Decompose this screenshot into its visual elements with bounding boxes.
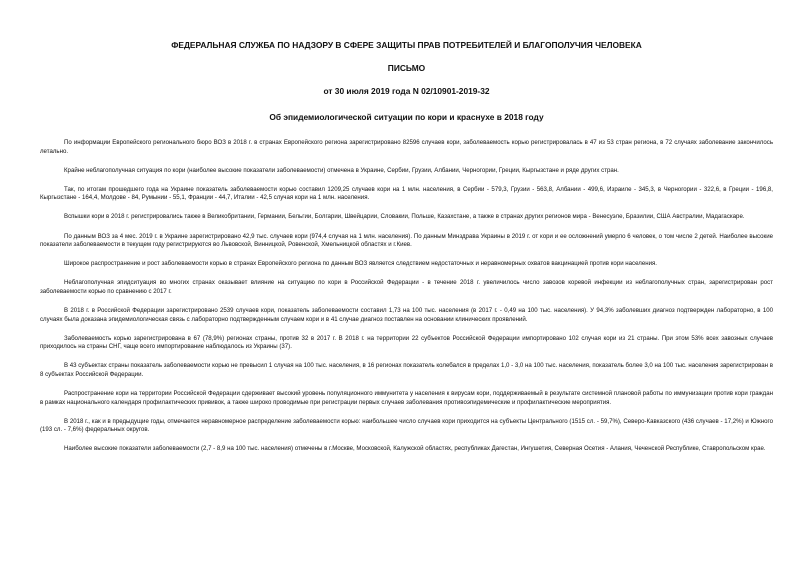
paragraph: Наиболее высокие показатели заболеваемости (2,7 - 8,9 на 100 тыс. населения) отмечены в г.Москве, Московской, Калужской областях, республиках Дагестан, Ингушетия, Северная Осетия - Алания, Чеченской Республике, Ставропольском крае. <box>64 445 766 453</box>
paragraph: Распространение кори на территории Российской Федерации сдерживает высокий уровень популяционного иммунитета у населения к вирусам кори, поддерживаемый в результате системной плановой работы по иммунизации против кори граждан в рамках национального календаря профилактических прививок, а также широко проводимые при регистрации первых случаев заболевания противоэпидемические и профилактические мероприятия. <box>40 390 773 406</box>
document-type: ПИСЬМО <box>387 63 426 73</box>
document-body <box>40 139 773 454</box>
paragraph: Неблагополучная эпидситуация во многих странах оказывает влияние на ситуацию по кори в Российской Федерации - в течение 2018 г. увеличилось число завозов коревой инфекции из неблагополучных стран, зарегистрирован рост заболеваемости корью по сравнению с 2017 г. <box>40 279 773 295</box>
document-date-number: от 30 июля 2019 года N 02/10901-2019-32 <box>323 86 490 96</box>
paragraph: В 2018 г., как и в предыдущие годы, отмечается неравномерное распределение заболеваемости корью: наибольшее число случаев кори приходится на субъекты Центрального (1515 сл. - 59,7%), Северо-Кавказского (436 случаев - 17,2%) и Южного (193 сл. - 7,6%) федеральных округов. <box>40 417 773 434</box>
paragraph: По информации Европейского регионального бюро ВОЗ в 2018 г. в странах Европейского региона зарегистрировано 82596 случаев кори, заболеваемость корью регистрировалась в 47 из 53 стран региона, в 72 случаях заболевание закончилось летально. <box>40 139 773 155</box>
paragraph: Вспышки кори в 2018 г. регистрировались также в Великобритании, Германии, Бельгии, Болгарии, Швейцарии, Словакии, Польше, Казахстане, а также в странах других регионов мира - Венесуэле, Бразилии, США Австралии, Мадагаскаре. <box>64 213 745 221</box>
paragraph: Крайне неблагополучная ситуация по кори (наиболее высокие показатели заболеваемости) отмечена в Украине, Сербии, Грузии, Албании, Черногории, Греции, Кыргызстане и ряде других стран. <box>64 166 619 174</box>
paragraph: Широкое распространение и рост заболеваемости корью в странах Европейского региона по данным ВОЗ является следствием недостаточных и неравномерных охватов вакцинацией против кори населения. <box>64 260 658 268</box>
paragraph: В 2018 г. в Российской Федерации зарегистрировано 2539 случаев кори, показатель заболеваемости составил 1,73 на 100 тыс. населения (в 2017 г. - 0,49 на 100 тыс. населения). У 94,3% заболевших диагноз подтвержден лабораторно, в 100 случаях была доказана эпидемиологическая связь с лабораторно подтвержденным случаем кори и в 41 случае диагноз поставлен на основании клинических проявлений. <box>40 307 773 323</box>
paragraph: Так, по итогам прошедшего года на Украине показатель заболеваемости корью составил 1209,25 случаев кори на 1 млн. населения, в Сербии - 579,3, Грузии - 563,8, Албании - 499,6, Израиле - 345,3, в Черногории - 322,6, в Греции - 196,8, Кыргызстане - 164,4, Молдове - 84, Румынии - 55,1, Франции - 44,7, Италии - 42,5 случая кори на 1 млн. населения. <box>40 185 773 202</box>
paragraph: В 43 субъектах страны показатель заболеваемости корью не превысил 1 случая на 100 тыс. населения, в 16 регионах показатель колебался в пределах 1,0 - 3,0 на 100 тыс. населения, показатель более 3,0 на 100 тыс. населения зарегистрирован в 8 субъектах Российской Федерации. <box>40 362 773 378</box>
issuing-organization: ФЕДЕРАЛЬНАЯ СЛУЖБА ПО НАДЗОРУ В СФЕРЕ ЗАЩИТЫ ПРАВ ПОТРЕБИТЕЛЕЙ И БЛАГОПОЛУЧИЯ ЧЕЛОВЕКА <box>171 40 642 50</box>
document-subject: Об эпидемиологической ситуации по кори и краснухе в 2018 году <box>269 112 544 122</box>
paragraph: Заболеваемость корью зарегистрирована в 67 (78,9%) регионах страны, против 32 в 2017 г. В 2018 г. на территории 22 субъектов Российской Федерации импортировано 102 случая кори из 21 страны. При этом 53% всех завозных случаев приходилось на страны СНГ, чаще всего импортирование наблюдалось из Украины (37). <box>40 334 773 351</box>
paragraph: По данным ВОЗ за 4 мес. 2019 г. в Украине зарегистрировано 42,9 тыс. случаев кори (974,4 случая на 1 млн. населения). По данным Минздрава Украины в 2019 г. от кори и ее осложнений умерло 6 человек, о том числе 2 детей. Наиболее высокие показатели заболеваемости в текущем году регистрируются во Львовской, Винницкой, Ровенской, Хмельницкой областях и г.Киев. <box>40 232 773 249</box>
